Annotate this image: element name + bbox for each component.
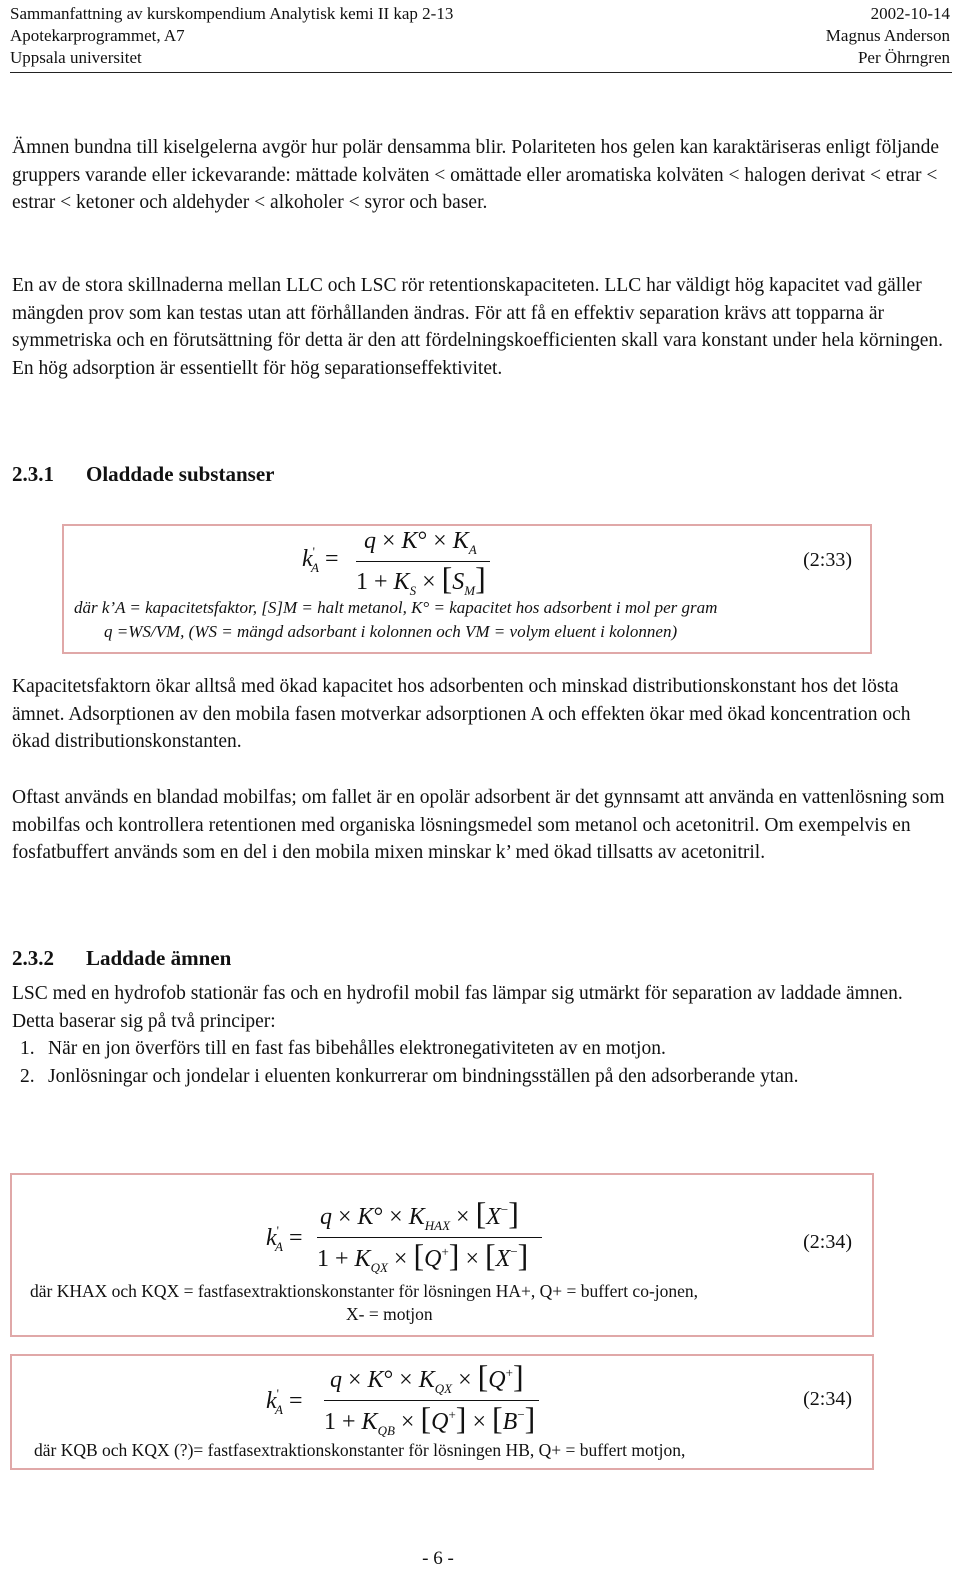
header-date: 2002-10-14 <box>870 4 950 23</box>
equation-note-1: där KHAX och KQX = fastfasextraktionskonstanter för lösningen HA+, Q+ = buffert co-jonen, <box>30 1281 699 1301</box>
paragraph-polarity: Ämnen bundna till kiselgelerna avgör hur polär densamma blir. Polariteten hos gelen kan karaktäriseras enligt följande gruppers varande eller ickevarande: mättade kolväten < omättade eller aromatiska kolväten < halogen derivat < etrar < estrar < ketoner och aldehyder < alkoholer < syror och baser. <box>12 137 940 213</box>
equation-numerator: $q \times K^\circ \times K_{HAX} \times [X^-]$ <box>320 1195 519 1233</box>
equation-number: (2:34) <box>803 1388 852 1410</box>
list-number: 1. <box>20 1038 35 1059</box>
list-item <box>12 1063 947 1091</box>
equation-denominator: $1 + K_S \times [S_M]$ <box>356 560 486 598</box>
section-number-2-3-2: 2.3.2 <box>12 946 54 970</box>
paragraph-retention-capacity: En av de stora skillnaderna mellan LLC och LSC rör retentionskapaciteten. LLC har väldigt hög kapacitet vad gäller mängden prov som kan testas utan att förhållanden ändras. För att få en effektiv separation krävs att topparna är symmetriska och en förutsättning för detta är den att fördelningskoefficienten skall vara konstant under hela körningen. En hög adsorption är essentiellt för hög separationseffektivitet. <box>12 275 944 379</box>
equation-box-2-34-a <box>10 1173 874 1337</box>
equation-number: (2:33) <box>803 549 852 571</box>
equation-denominator: $1 + K_{QB} \times [Q^+] \times [B^-]$ <box>324 1400 536 1438</box>
equation-numerator: $q \times K^\circ \times K_A$ <box>364 528 477 557</box>
fraction-bar <box>317 1237 542 1238</box>
header-course-title: Sammanfattning av kurskompendium Analytisk kemi II kap 2-13 <box>10 4 454 23</box>
equation-numerator: $q \times K^\circ \times K_{QX} \times [Q^+]$ <box>330 1358 524 1396</box>
header-author-2: Per Öhrngren <box>857 48 950 67</box>
list-text: När en jon överförs till en fast fas bibehålles elektronegativiteten av en motjon. <box>48 1038 666 1059</box>
section-title-oladdade: Oladdade substanser <box>86 462 275 486</box>
equation-box-2-34-b <box>10 1354 874 1470</box>
section-title-laddade: Laddade ämnen <box>86 946 232 970</box>
equation-note-1: där KQB och KQX (?)= fastfasextraktionskonstanter för lösningen HB, Q+ = buffert motjon, <box>34 1440 686 1460</box>
equation-lhs: $k'_A$ = <box>266 1223 303 1254</box>
header-divider <box>10 72 952 73</box>
header-author-1: Magnus Anderson <box>825 26 950 45</box>
equation-note-2: q =WS/VM, (WS = mängd adsorbant i kolonnen och VM = volym eluent i kolonnen) <box>104 622 678 641</box>
list-number: 2. <box>20 1065 35 1087</box>
page-number: - 6 - <box>422 1548 454 1569</box>
header-university: Uppsala universitet <box>10 48 142 67</box>
equation-lhs: $k'_A$ = <box>302 544 339 575</box>
paragraph-lsc-charged: LSC med en hydrofob stationär fas och en hydrofil mobil fas lämpar sig utmärkt för separation av laddade ämnen. Detta baserar sig på två principer: <box>12 983 903 1032</box>
equation-note-2: X- = motjon <box>346 1304 433 1324</box>
equation-lhs: $k'_A$ = <box>266 1386 303 1417</box>
fraction-bar <box>324 1400 539 1401</box>
list-item <box>12 1035 947 1063</box>
equation-denominator: $1 + K_{QX} \times [Q^+] \times [X^-]$ <box>317 1237 529 1275</box>
equation-number: (2:34) <box>803 1231 852 1253</box>
principles-list <box>12 1035 947 1090</box>
fraction-bar <box>356 561 490 562</box>
header-program: Apotekarprogrammet, A7 <box>10 26 185 45</box>
paragraph-mobile-phase: Oftast används en blandad mobilfas; om fallet är en opolär adsorbent är det gynnsamt att använda en vattenlösning som mobilfas och kontrollera retentionen med organiska lösningsmedel som metanol och acetonitril. Om exempelvis en fosfatbuffert används som en del i den mobila mixen minskar k’ med ökad tillsatts av acetonitril. <box>12 787 945 863</box>
equation-box-2-33 <box>62 524 872 654</box>
section-number-2-3-1: 2.3.1 <box>12 462 54 486</box>
list-text: Jonlösningar och jondelar i eluenten konkurrerar om bindningsställen på den adsorberande ytan. <box>48 1065 799 1087</box>
equation-note-1: där k’A = kapacitetsfaktor, [S]M = halt metanol, K° = kapacitet hos adsorbent i mol per gram <box>74 598 718 617</box>
paragraph-capacity-factor: Kapacitetsfaktorn ökar alltså med ökad kapacitet hos adsorbenten och minskad distributionskonstant hos det lösta ämnet. Adsorptionen av den mobila fasen motverkar adsorptionen A och effekten ökar med ökad koncentration och ökad distributionskonstanten. <box>12 676 911 752</box>
